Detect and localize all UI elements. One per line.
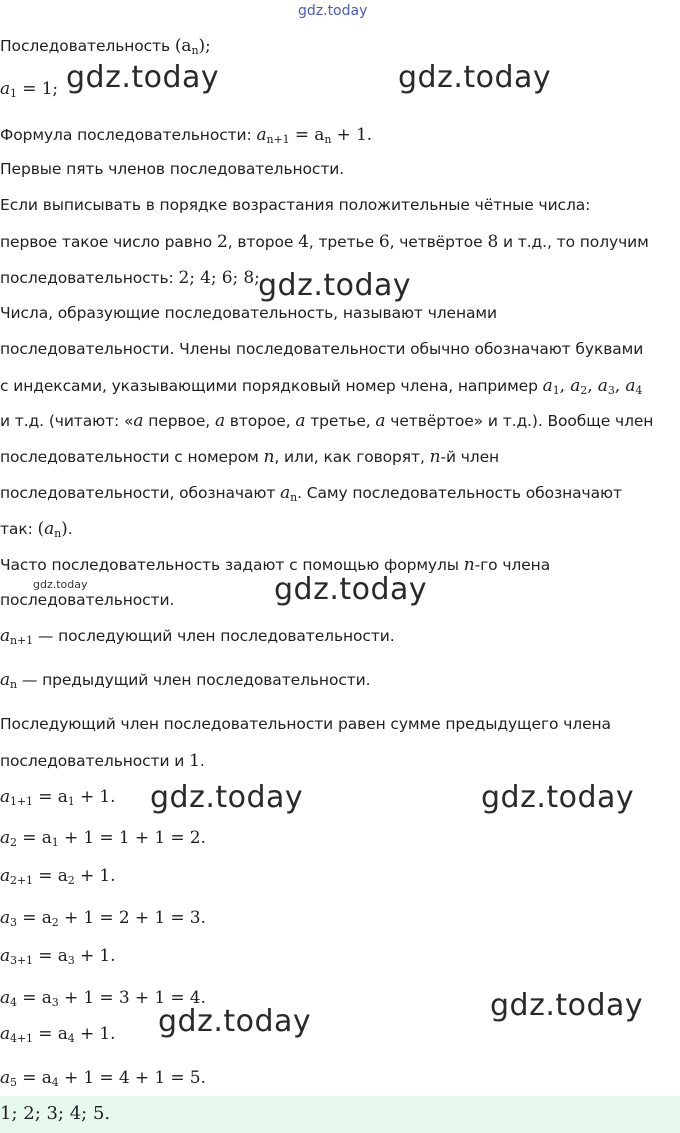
first-term: $a_1 = 1$; xyxy=(0,79,59,100)
calc-step: $a_{2+1} = a_2 + 1$. xyxy=(0,866,116,887)
watermark-top: gdz.today xyxy=(298,3,368,19)
calc-step: $a_{1+1} = a_1 + 1$. xyxy=(0,787,116,808)
theory-line: последовательность: 2; 4; 6; 8; xyxy=(0,268,260,288)
answer-box xyxy=(0,1096,680,1133)
watermark: gdz.today xyxy=(490,988,644,1023)
theory-line: Если выписывать в порядке возрастания положительные чётные числа: xyxy=(0,196,591,214)
sequence-word: Последовательность xyxy=(0,37,171,55)
watermark-small: gdz.today xyxy=(33,578,88,591)
watermark: gdz.today xyxy=(258,268,412,303)
heading-first-five: Первые пять членов последовательности. xyxy=(0,160,345,178)
watermark: gdz.today xyxy=(274,572,428,607)
theory-line: последовательности. Члены последовательности обычно обозначают буквами xyxy=(0,340,644,358)
theory-line: Часто последовательность задают с помощью формулы n-го члена xyxy=(0,555,551,575)
watermark: gdz.today xyxy=(481,780,635,815)
theory-line: последовательности с номером n, или, как говорят, n-й член xyxy=(0,447,500,467)
theory-line: так: $(a_n)$. xyxy=(0,519,73,540)
watermark: gdz.today xyxy=(158,1004,312,1039)
calc-step: $a_4 = a_3 + 1 = 3 + 1 = 4$. xyxy=(0,988,206,1009)
theory-line: первое такое число равно 2, второе 4, третье 6, четвёртое 8 и т.д., то получим xyxy=(0,232,649,252)
theory-line: с индексами, указывающими порядковый номер члена, например $a_1$, $a_2$, $a_3$, $a_4$ xyxy=(0,376,643,397)
theory-line: и т.д. (читают: «a первое, a второе, a третье, a четвёртое» и т.д.). Вообще член xyxy=(0,411,654,431)
theory-line: Числа, образующие последовательность, называют членами xyxy=(0,304,497,322)
calc-step: $a_{4+1} = a_4 + 1$. xyxy=(0,1024,116,1045)
watermark: gdz.today xyxy=(398,60,552,95)
theory-line: последовательности. xyxy=(0,591,175,609)
calc-step: $a_{3+1} = a_3 + 1$. xyxy=(0,946,116,967)
answer-text: 1; 2; 3; 4; 5. xyxy=(0,1103,111,1124)
rule-line: последовательности и 1. xyxy=(0,751,205,771)
calc-step: $a_3 = a_2 + 1 = 2 + 1 = 3$. xyxy=(0,908,206,929)
sequence-symbol: $(a_n)$; xyxy=(174,36,211,57)
rule-line: Последующий член последовательности равен сумме предыдущего члена xyxy=(0,715,611,733)
watermark: gdz.today xyxy=(150,780,304,815)
calc-step: $a_2 = a_1 + 1 = 1 + 1 = 2$. xyxy=(0,828,206,849)
calc-step: $a_5 = a_4 + 1 = 4 + 1 = 5$. xyxy=(0,1068,206,1089)
sequence-title xyxy=(0,36,211,57)
formula-line: Формула последовательности: $a_{n+1} = a_n + 1$. xyxy=(0,125,373,146)
def-next-term: $a_{n+1}$ — последующий член последовательности. xyxy=(0,626,395,647)
def-prev-term: $a_n$ — предыдущий член последовательности. xyxy=(0,670,371,691)
theory-line: последовательности, обозначают $a_n$. Саму последовательность обозначают xyxy=(0,483,622,504)
watermark: gdz.today xyxy=(66,60,220,95)
